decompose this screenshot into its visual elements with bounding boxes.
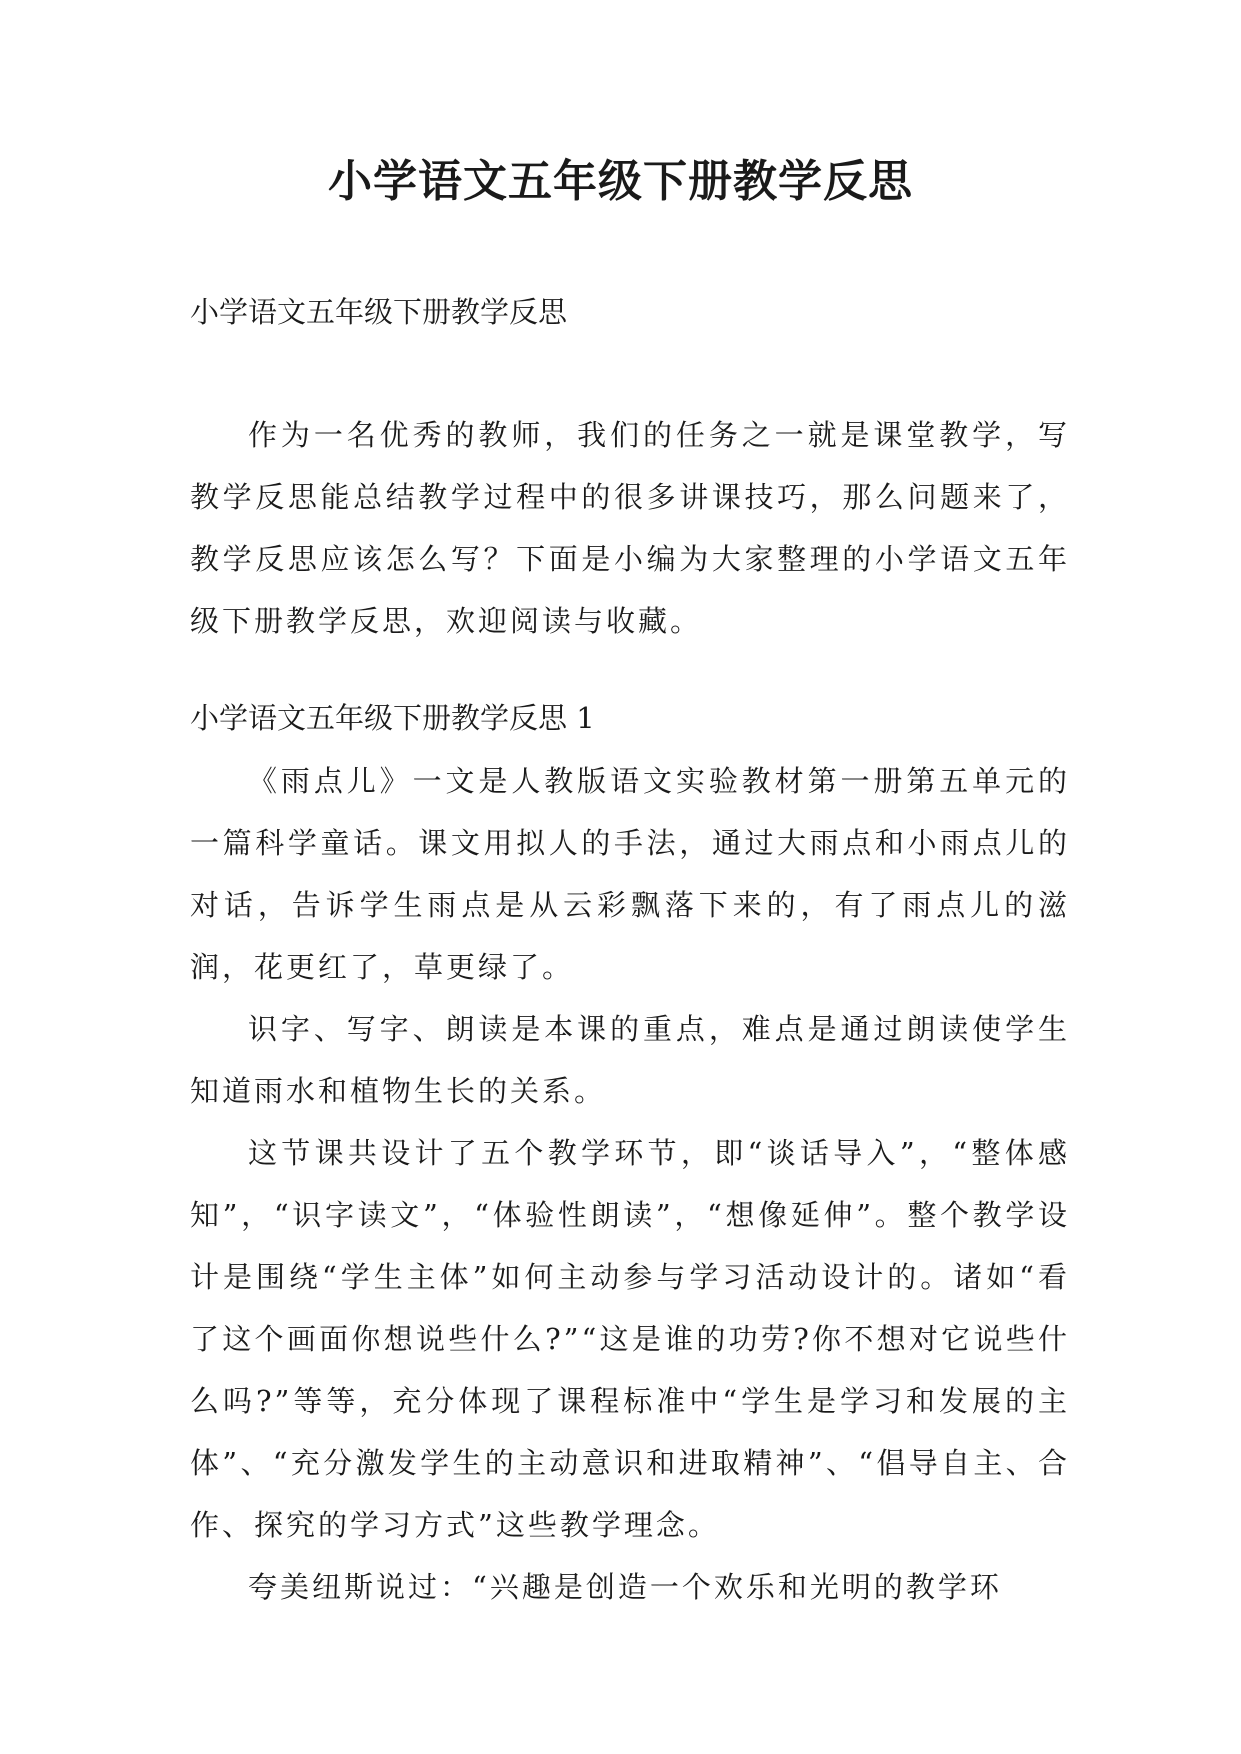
intro-block xyxy=(190,404,1070,652)
body-paragraph-4: 夸美纽斯说过：“兴趣是创造一个欢乐和光明的教学环 xyxy=(248,1570,1002,1604)
body-paragraph-1: 《雨点儿》一文是人教版语文实验教材第一册第五单元的一篇科学童话。课文用拟人的手法，通过大雨点和小雨点儿的对话，告诉学生雨点是从云彩飘落下来的，有了雨点儿的滋润，花更红了，草更绿了。 xyxy=(190,764,1070,984)
section-1 xyxy=(190,698,1070,1618)
section-title: 小学语文五年级下册教学反思 1 xyxy=(190,701,595,735)
document-title: 小学语文五年级下册教学反思 xyxy=(328,156,913,207)
body-paragraph-2: 识字、写字、朗读是本课的重点，难点是通过朗读使学生知道雨水和植物生长的关系。 xyxy=(190,1012,1070,1108)
intro-paragraph: 作为一名优秀的教师，我们的任务之一就是课堂教学，写教学反思能总结教学过程中的很多讲课技巧，那么问题来了，教学反思应该怎么写？下面是小编为大家整理的小学语文五年级下册教学反思，欢迎阅读与收藏。 xyxy=(190,418,1070,638)
body-paragraph-3: 这节课共设计了五个教学环节，即“谈话导入”，“整体感知”，“识字读文”，“体验性朗读”，“想像延伸”。整个教学设计是围绕“学生主体”如何主动参与学习活动设计的。诸如“看了这个画面你想说些什么?”“这是谁的功劳?你不想对它说些什么吗?”等等，充分体现了课程标准中“学生是学习和发展的主体”、“充分激发学生的主动意识和进取精神”、“倡导自主、合作、探究的学习方式”这些教学理念。 xyxy=(190,1136,1070,1542)
document-subtitle: 小学语文五年级下册教学反思 xyxy=(190,295,568,329)
